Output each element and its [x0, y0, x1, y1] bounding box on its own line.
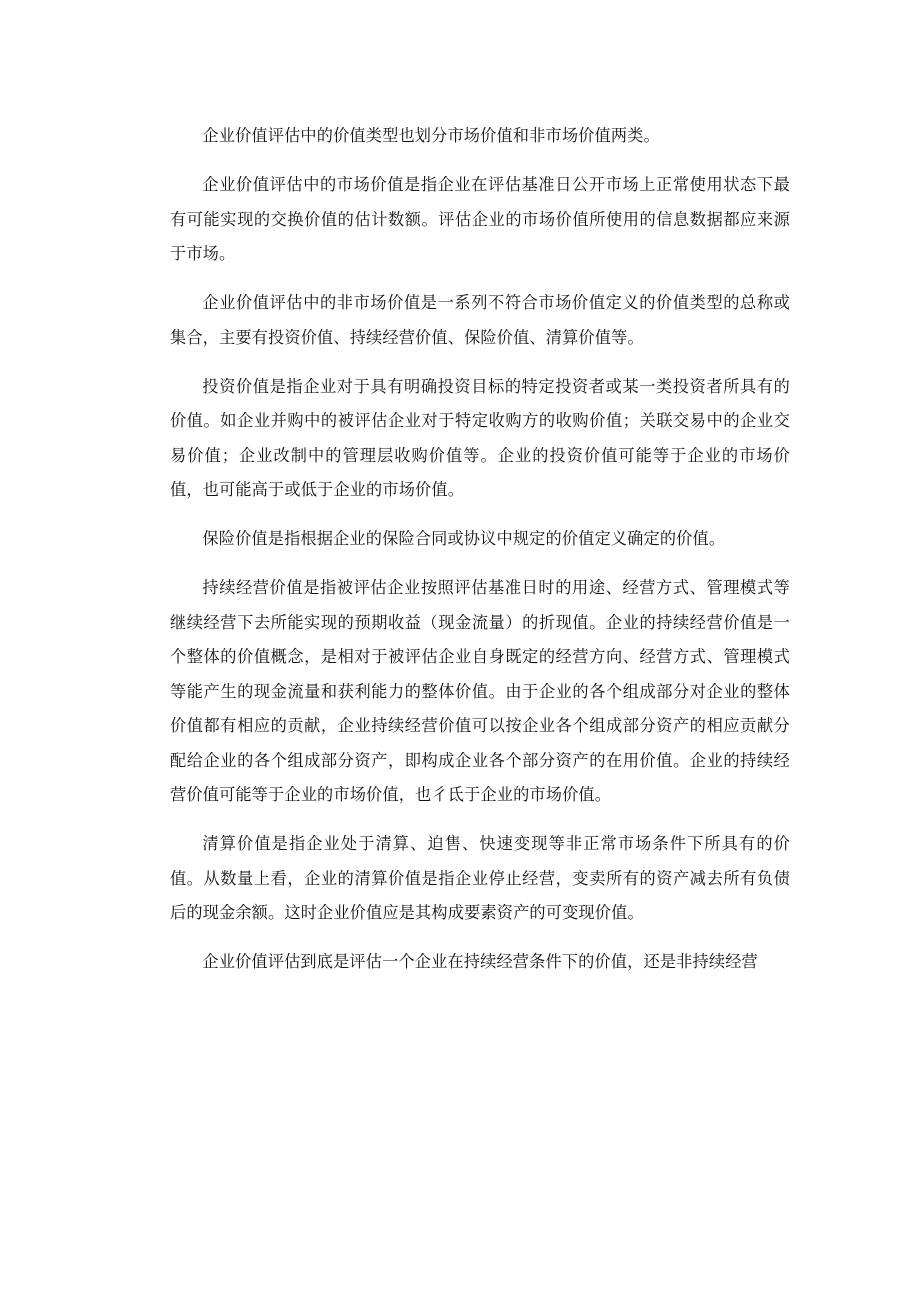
- paragraph-liquidation-value: 清算价值是指企业处于清算、迫售、快速变现等非正常市场条件下所具有的价值。从数量上看，企业的清算价值是指企业停止经营，变卖所有的资产减去所有负债后的现金余额。这时企业价值应是其构成要素资产的可变现价值。: [170, 834, 790, 922]
- paragraph-non-market-value: 企业价值评估中的非市场价值是一系列不符合市场价值定义的价值类型的总称或集合，主要有投资价值、持续经营价值、保险价值、清算价值等。: [170, 293, 790, 347]
- paragraph-going-concern-value: 持续经营价值是指被评估企业按照评估基准日时的用途、经营方式、管理模式等继续经营下去所能实现的预期收益（现金流量）的折现值。企业的持续经营价值是一个整体的价值概念，是相对于被评估企业自身既定的经营方向、经营方式、管理模式等能产生的现金流量和获利能力的整体价值。由于企业的各个组成部分对企业的整体价值都有相应的贡献，企业持续经营价值可以按企业各个组成部分资产的相应贡献分配给企业的各个组成部分资产，即构成企业各个部分资产的在用价值。企业的持续经营价值可能等于企业的市场价值，也彳氐于企业的市场价值。: [170, 578, 790, 804]
- paragraph-investment-value: 投资价值是指企业对于具有明确投资目标的特定投资者或某一类投资者所具有的价值。如企业并购中的被评估企业对于特定收购方的收购价值；关联交易中的企业交易价值；企业改制中的管理层收购价值等。企业的投资价值可能等于企业的市场价值，也可能高于或低于企业的市场价值。: [170, 376, 790, 499]
- paragraph-valuation-question: 企业价值评估到底是评估一个企业在持续经营条件下的价值，还是非持续经营: [202, 952, 758, 971]
- paragraph-market-value: 企业价值评估中的市场价值是指企业在评估基准日公开市场上正常使用状态下最有可能实现的交换价值的估计数额。评估企业的市场价值所使用的信息数据都应来源于市场。: [170, 175, 790, 263]
- body-text: [170, 119, 790, 980]
- paragraph-insurance-value: 保险价值是指根据企业的保险合同或协议中规定的价值定义确定的价值。: [202, 529, 726, 548]
- paragraph-value-types: 企业价值评估中的价值类型也划分市场价值和非市场价值两类。: [202, 126, 660, 145]
